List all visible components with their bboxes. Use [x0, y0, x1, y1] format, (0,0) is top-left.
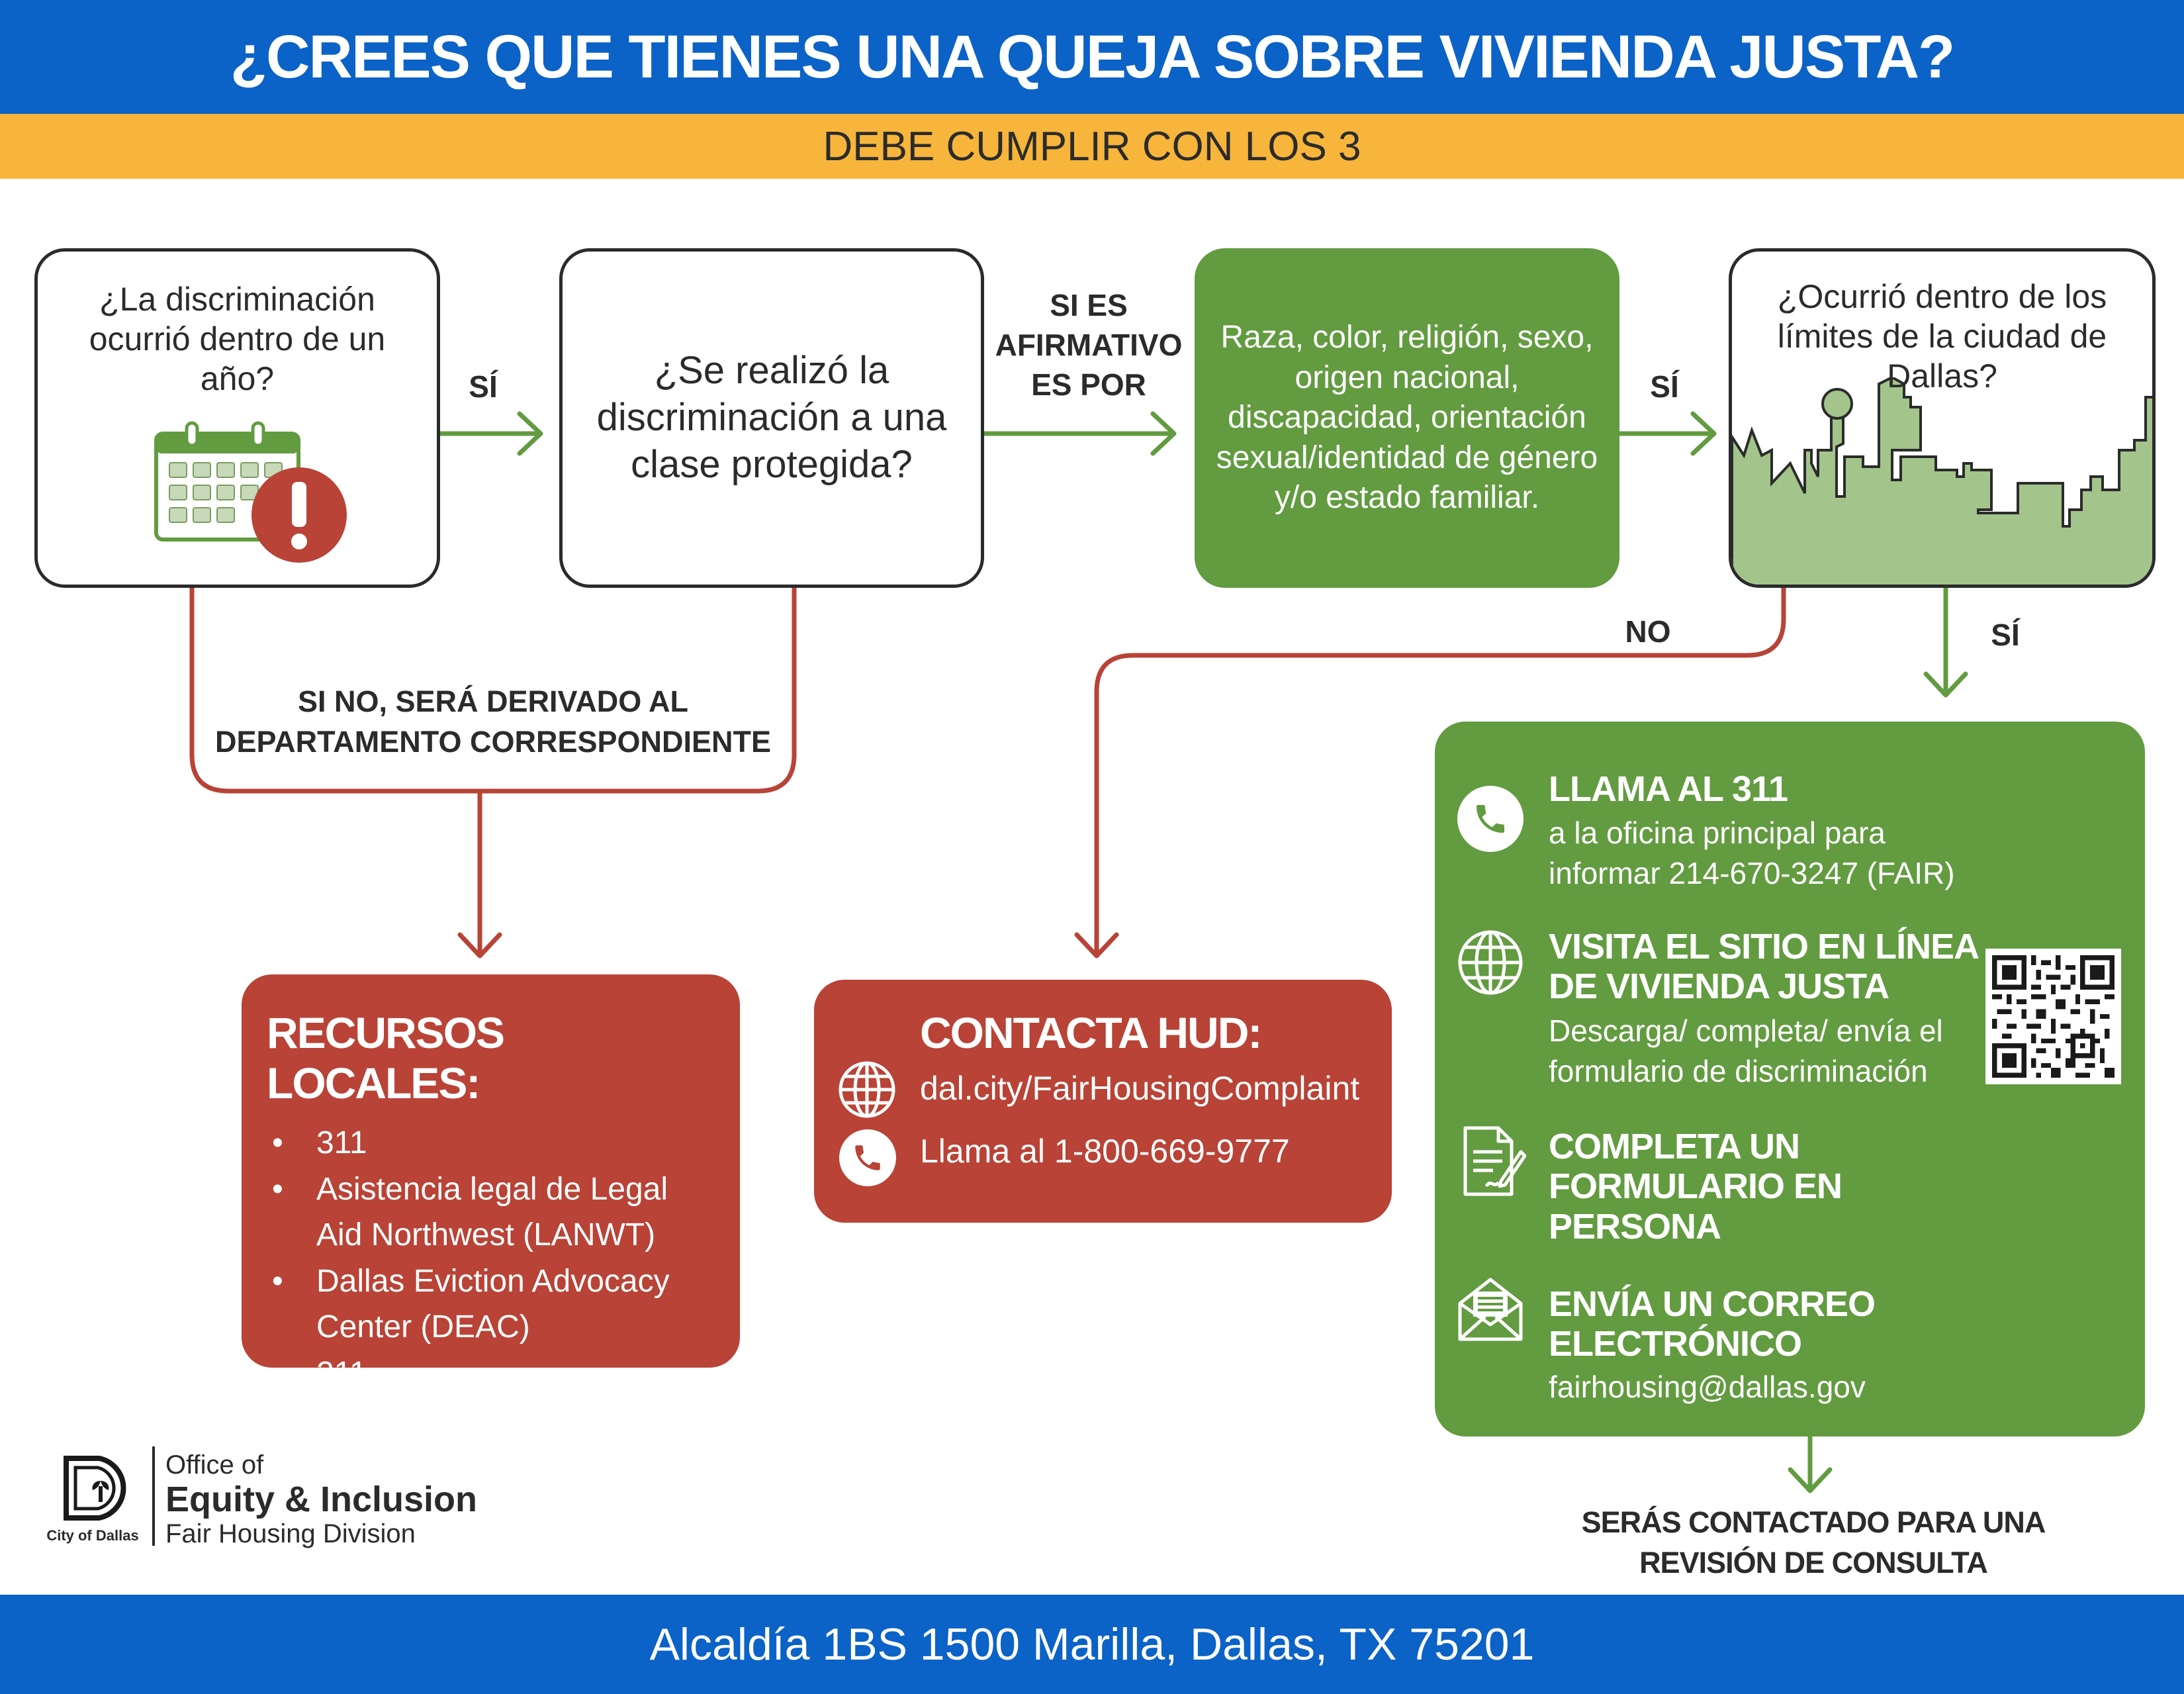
label-no: NO — [1625, 614, 1671, 649]
local-resource-item-text: 211 — [316, 1355, 367, 1391]
local-resource-item: • Asistencia legal de Legal Aid Northwest (LANWT) — [272, 1171, 668, 1253]
send-email-title: ENVÍA UN CORREO ELECTRÓNICO — [1549, 1284, 1876, 1364]
email-address-link[interactable]: fairhousing@dallas.gov — [1549, 1370, 1866, 1404]
phone-icon — [1457, 786, 1524, 852]
page-subtitle: DEBE CUMPLIR CON LOS 3 — [823, 123, 1361, 169]
logo-divider — [152, 1446, 155, 1546]
label-if-yes-line2: AFIRMATIVO — [995, 327, 1183, 362]
result-text — [1549, 1503, 2078, 1583]
qr-code[interactable] — [1985, 949, 2121, 1084]
hud-box — [814, 980, 1392, 1223]
result-text-line1: SERÁS CONTACTADO PARA UNA — [1581, 1505, 2046, 1539]
globe-icon — [1455, 927, 1526, 998]
local-resource-item-text: 311 — [316, 1125, 367, 1160]
email-envelope-icon — [1456, 1274, 1525, 1343]
local-resources-title: RECURSOS LOCALES: — [267, 1008, 504, 1107]
fair-housing-division-label: Fair Housing Division — [165, 1519, 416, 1548]
referral-label-line2: DEPARTAMENTO CORRESPONDIENTE — [214, 724, 772, 759]
footer-banner — [0, 1595, 2184, 1694]
hud-title: CONTACTA HUD: — [920, 1008, 1261, 1057]
step-within-year-text: ¿La discriminación ocurrió dentro de un año? — [89, 281, 386, 397]
local-resource-item: • Dallas Eviction Advocacy Center (DEAC) — [272, 1263, 670, 1345]
city-of-dallas-logo-icon — [61, 1454, 147, 1521]
form-in-person-title: COMPLETA UN FORMULARIO EN PERSONA — [1549, 1127, 1842, 1247]
equity-inclusion-label: Equity & Inclusion — [165, 1480, 478, 1519]
office-of-label: Office of — [165, 1450, 264, 1480]
visit-site-title: VISITA EL SITIO EN LÍNEA DE VIVIENDA JUSTA — [1549, 927, 1978, 1007]
local-resource-item: • 311 — [272, 1125, 367, 1160]
calendar-alert-icon — [154, 419, 352, 571]
visit-site-body: Descarga/ completa/ envía el formulario de discriminación — [1549, 1013, 1943, 1088]
referral-label — [199, 682, 788, 763]
city-of-dallas-label: City of Dallas — [46, 1527, 139, 1544]
page-title: ¿CREES QUE TIENES UNA QUEJA SOBRE VIVIENDA JUSTA? — [230, 23, 1954, 91]
local-resource-item-text: Dallas Eviction Advocacy Center (DEAC) — [316, 1263, 670, 1345]
hud-website-link[interactable]: dal.city/FairHousingComplaint — [920, 1070, 1360, 1107]
step-protected-class — [559, 248, 984, 588]
label-if-yes-line1: SI ES — [1050, 288, 1128, 322]
label-if-yes-line3: ES POR — [1031, 367, 1146, 402]
form-document-icon — [1460, 1125, 1526, 1198]
step-protected-class-text: ¿Se realizó la discriminación a una clase protegida? — [596, 349, 947, 486]
local-resource-item: • 211 — [272, 1355, 367, 1391]
hud-phone-text[interactable]: Llama al 1-800-669-9777 — [920, 1133, 1290, 1170]
label-yes-3: SÍ — [1991, 618, 2020, 652]
call-311-body: a la oficina principal para informar 214-670-3247 (FAIR) — [1549, 816, 1955, 890]
label-yes-2: SÍ — [1650, 369, 1679, 404]
local-resource-item-text: Asistencia legal de Legal Aid Northwest (LANWT) — [316, 1171, 668, 1253]
footer-address: Alcaldía 1BS 1500 Marilla, Dallas, TX 75201 — [649, 1619, 1535, 1670]
qr-code-pattern — [1992, 955, 2115, 1078]
local-resources-box — [242, 974, 740, 1391]
step-within-dallas — [1729, 248, 2156, 588]
step-classes-text: Raza, color, religión, sexo, origen nacional, discapacidad, orientación sexual/identidad de género y/o estado familiar. — [1216, 320, 1598, 516]
result-text-line2: REVISIÓN DE CONSULTA — [1639, 1545, 1987, 1579]
step-classes — [1195, 248, 1619, 588]
local-resources-list — [267, 1120, 713, 1397]
step-within-dallas-text: ¿Ocurrió dentro de los límites de la ciudad de Dallas? — [1777, 278, 2107, 395]
call-311-title: LLAMA AL 311 — [1549, 769, 1788, 809]
phone-icon — [839, 1129, 896, 1186]
office-logo — [40, 1446, 503, 1552]
contact-options-box — [1435, 722, 2145, 1436]
dallas-skyline-icon — [1732, 377, 2156, 588]
label-yes-1: SÍ — [469, 369, 498, 404]
globe-icon — [837, 1059, 897, 1120]
referral-label-line1: SI NO, SERÁ DERIVADO AL — [297, 684, 689, 718]
label-if-yes — [986, 286, 1191, 404]
